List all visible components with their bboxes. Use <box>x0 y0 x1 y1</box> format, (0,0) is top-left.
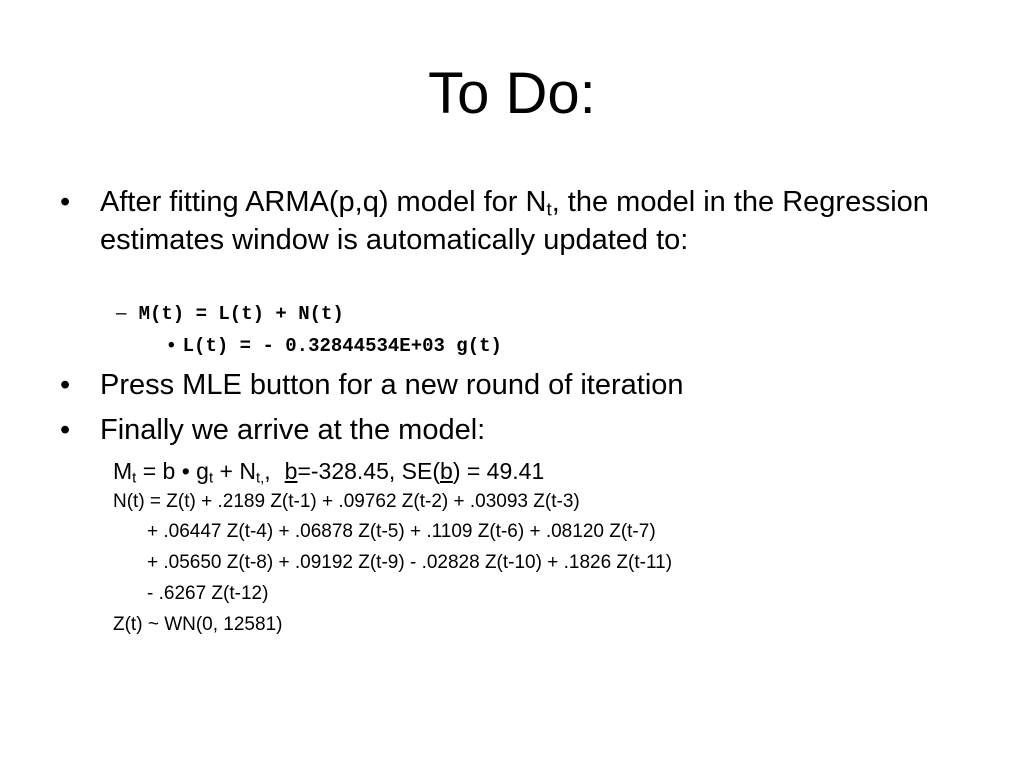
eq-part: = b • g <box>136 458 209 484</box>
eq-part: =-328.45, SE( <box>297 458 441 484</box>
model-line-nt: N(t) = Z(t) + .2189 Z(t-1) + .09762 Z(t-2) + .03093 Z(t-3) <box>113 491 580 512</box>
bullet-marker: • <box>60 369 71 401</box>
subitem-text: M(t) = L(t) + N(t) <box>138 303 344 325</box>
bullet-text: Finally we arrive at the model: <box>100 414 486 446</box>
model-line-continuation: - .6267 Z(t-12) <box>147 583 269 604</box>
subitem-l-equation <box>168 334 502 358</box>
model-line-continuation: + .05650 Z(t-8) + .09192 Z(t-9) - .02828 Z(t-10) + .1826 Z(t-11) <box>147 552 673 573</box>
bullet-marker: • <box>168 335 175 356</box>
eq-part: ) = 49.41 <box>452 458 545 484</box>
bullet-text-part: After fitting ARMA(p,q) model for N <box>100 186 547 218</box>
bullet-text-part: , the model in the Regression estimates window is automatically updated to: <box>100 186 929 256</box>
model-line-continuation: + .06447 Z(t-4) + .06878 Z(t-5) + .1109 Z(t-6) + .08120 Z(t-7) <box>147 521 656 542</box>
bullet-text <box>100 183 960 259</box>
subitem-model-equation <box>116 302 344 326</box>
eq-part: b <box>440 458 453 484</box>
eq-part: M <box>113 458 133 484</box>
model-equation-mt <box>113 456 544 486</box>
bullet-item-arma-fit <box>60 183 960 259</box>
bullet-marker: • <box>60 186 71 218</box>
eq-part: b <box>284 458 298 484</box>
model-line-zt: Z(t) ~ WN(0, 12581) <box>113 614 283 635</box>
dash-marker: – <box>116 303 127 324</box>
eq-part: , <box>264 458 271 484</box>
bullet-item-press-mle <box>60 366 960 404</box>
bullet-text: Press MLE button for a new round of iteration <box>100 369 684 401</box>
eq-part: + N <box>213 458 256 484</box>
subitem-text: L(t) = - 0.32844534E+03 g(t) <box>182 335 502 357</box>
bullet-marker: • <box>60 414 71 446</box>
subscript: t <box>132 469 137 487</box>
bullet-item-final-model <box>60 411 960 449</box>
subscript: t, <box>255 469 265 487</box>
slide-title: To Do: <box>428 61 596 126</box>
subscript: t <box>546 198 552 220</box>
subscript: t <box>208 469 214 487</box>
